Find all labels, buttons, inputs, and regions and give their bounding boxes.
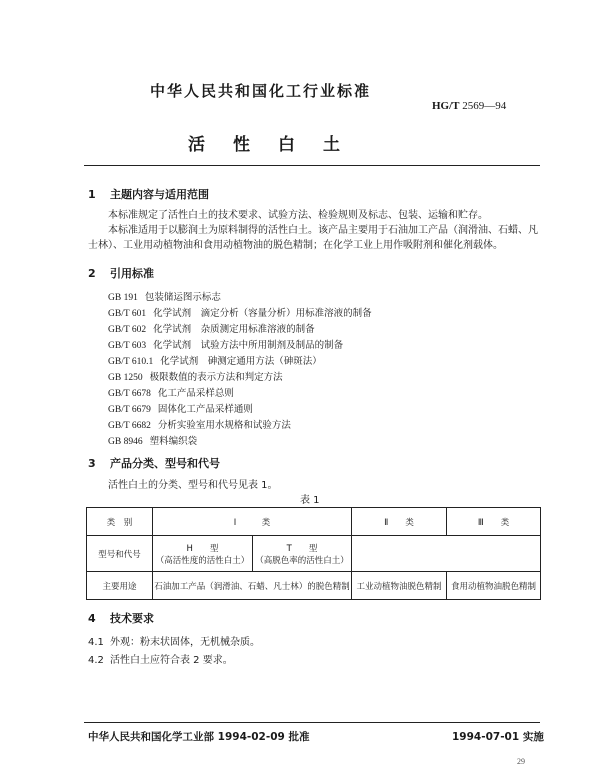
ref-text: 极限数值的表示方法和判定方法 (149, 372, 283, 383)
ref-code: GB/T 6678 (108, 389, 151, 399)
ref-code: GB/T 610.1 (108, 357, 154, 367)
table-1-caption: 表 1 (300, 495, 320, 506)
section-2-title: 引用标准 (110, 267, 154, 280)
table-cell-model-empty (352, 536, 541, 572)
section-3-text: 活性白土的分类、型号和代号见表 1。 (108, 480, 278, 491)
ref-item (108, 385, 234, 399)
header-divider (84, 165, 540, 166)
page-number: 29 (517, 757, 525, 766)
section-1-para-2: 本标准适用于以膨润土为原料制得的活性白土。该产品主要用于石油加工产品（润滑油、石蜡、凡士林）、工业用动植物油和食用动植物油的脱色精制；在化学工业上用作吸附剂和催化剂载体。 (88, 225, 538, 251)
ref-code: GB/T 603 (108, 341, 147, 351)
table-header-class-3: Ⅲ 类 (447, 508, 541, 536)
ref-text: 化学试剂 滴定分析（容量分析）用标准溶液的制备 (153, 308, 372, 319)
item-text: 外观：粉末状固体，无机械杂质。 (110, 637, 260, 648)
table-cell-use-class-2: 工业动植物油脱色精制 (352, 572, 447, 600)
section-1-body (88, 208, 538, 253)
section-4-number: 4 (88, 612, 96, 625)
section-2-heading (88, 265, 154, 281)
item-text: 活性白土应符合表 2 要求。 (110, 655, 233, 666)
item-number: 4.2 (88, 655, 104, 666)
ref-item (108, 289, 221, 303)
table-row-model (87, 536, 541, 572)
ref-code: GB 1250 (108, 373, 143, 383)
standard-code (432, 100, 506, 112)
table-cell-use-class-3: 食用动植物油脱色精制 (447, 572, 541, 600)
standard-org-title: 中华人民共和国化工行业标准 (150, 82, 372, 100)
section-1-number: 1 (88, 188, 96, 201)
ref-text: 固体化工产品采样通则 (157, 404, 253, 415)
section-4-title: 技术要求 (110, 612, 154, 625)
ref-item (108, 337, 343, 351)
table-cell-model-label: 型号和代号 (87, 536, 153, 572)
standard-code-prefix: HG/T (432, 100, 460, 112)
table-header-category: 类 别 (87, 508, 153, 536)
ref-code: GB 8946 (108, 437, 143, 447)
section-3-title: 产品分类、型号和代号 (110, 457, 220, 470)
ref-text: 化学试剂 杂质测定用标准溶液的制备 (153, 324, 315, 335)
ref-code: GB 191 (108, 293, 138, 303)
ref-item (108, 353, 322, 367)
section-1-para-1: 本标准规定了活性白土的技术要求、试验方法、检验规则及标志、包装、运输和贮存。 (108, 210, 488, 221)
ref-item (108, 417, 291, 431)
ref-text: 化工产品采样总则 (157, 388, 234, 399)
t-type-name: T 型 (286, 543, 318, 554)
table-cell-h-type (153, 536, 253, 572)
document-title: 活性白土 (188, 135, 368, 155)
h-type-desc: （高活性度的活性白土） (155, 555, 250, 566)
section-4-item (88, 633, 260, 648)
ref-code: GB/T 6682 (108, 421, 151, 431)
section-4-heading (88, 610, 154, 626)
table-row-use (87, 572, 541, 600)
table-header-class-2: Ⅱ 类 (352, 508, 447, 536)
item-number: 4.1 (88, 637, 104, 648)
ref-item (108, 433, 197, 447)
table-cell-use-label: 主要用途 (87, 572, 153, 600)
ref-code: GB/T 601 (108, 309, 147, 319)
ref-text: 包装储运图示标志 (144, 292, 221, 303)
implementation-date: 1994-07-01 实施 (452, 731, 544, 743)
ref-code: GB/T 6679 (108, 405, 151, 415)
approval-line: 中华人民共和国化学工业部 1994-02-09 批准 (88, 731, 310, 743)
standard-code-number: 2569—94 (462, 100, 507, 112)
ref-item (108, 305, 372, 319)
ref-text: 化学试剂 试验方法中所用制剂及制品的制备 (153, 340, 344, 351)
t-type-desc: （高脱色率的活性白土） (255, 555, 349, 566)
footer-divider (84, 722, 540, 723)
h-type-name: H 型 (186, 543, 219, 554)
table-cell-use-class-1: 石油加工产品（润滑油、石蜡、凡士林）的脱色精制 (153, 572, 352, 600)
section-2-number: 2 (88, 267, 96, 280)
ref-text: 分析实验室用水规格和试验方法 (157, 420, 291, 431)
ref-code: GB/T 602 (108, 325, 147, 335)
table-1 (86, 507, 541, 600)
section-3-number: 3 (88, 457, 96, 470)
table-header-row (87, 508, 541, 536)
ref-item (108, 321, 315, 335)
table-cell-t-type (253, 536, 352, 572)
section-4-item (88, 651, 233, 666)
ref-item (108, 401, 253, 415)
table-header-class-1: Ⅰ 类 (153, 508, 352, 536)
section-1-heading (88, 186, 209, 202)
section-1-title: 主题内容与适用范围 (110, 188, 209, 201)
ref-text: 化学试剂 砷测定通用方法（砷斑法） (160, 356, 322, 367)
ref-item (108, 369, 283, 383)
ref-text: 塑料编织袋 (149, 436, 198, 447)
section-3-heading (88, 455, 220, 471)
